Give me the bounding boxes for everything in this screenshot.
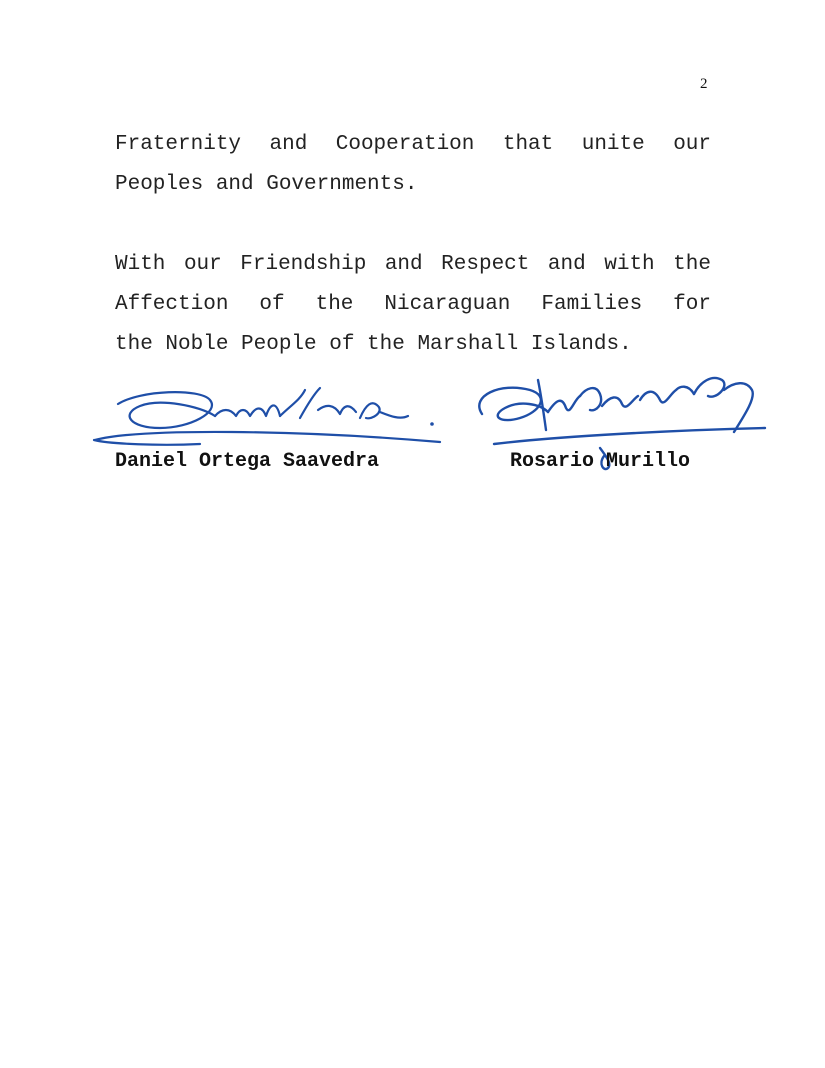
paragraph-2 bbox=[115, 245, 711, 365]
paragraph-2-line-3: the Noble People of the Marshall Islands. bbox=[115, 333, 632, 356]
paragraph-1-line-1: Fraternity and Cooperation that unite our bbox=[115, 133, 711, 156]
paragraph-2-line-2: Affection of the Nicaraguan Families for bbox=[115, 293, 711, 316]
paragraph-1 bbox=[115, 125, 711, 205]
signatory-name-2: Rosario Murillo bbox=[510, 450, 691, 473]
paragraph-1-line-2: Peoples and Governments. bbox=[115, 173, 418, 196]
page-number: 2 bbox=[700, 76, 708, 92]
signature-daniel-ortega bbox=[94, 388, 440, 445]
paragraph-2-line-1: With our Friendship and Respect and with the bbox=[115, 253, 711, 276]
signatory-name-1: Daniel Ortega Saavedra bbox=[115, 450, 380, 473]
